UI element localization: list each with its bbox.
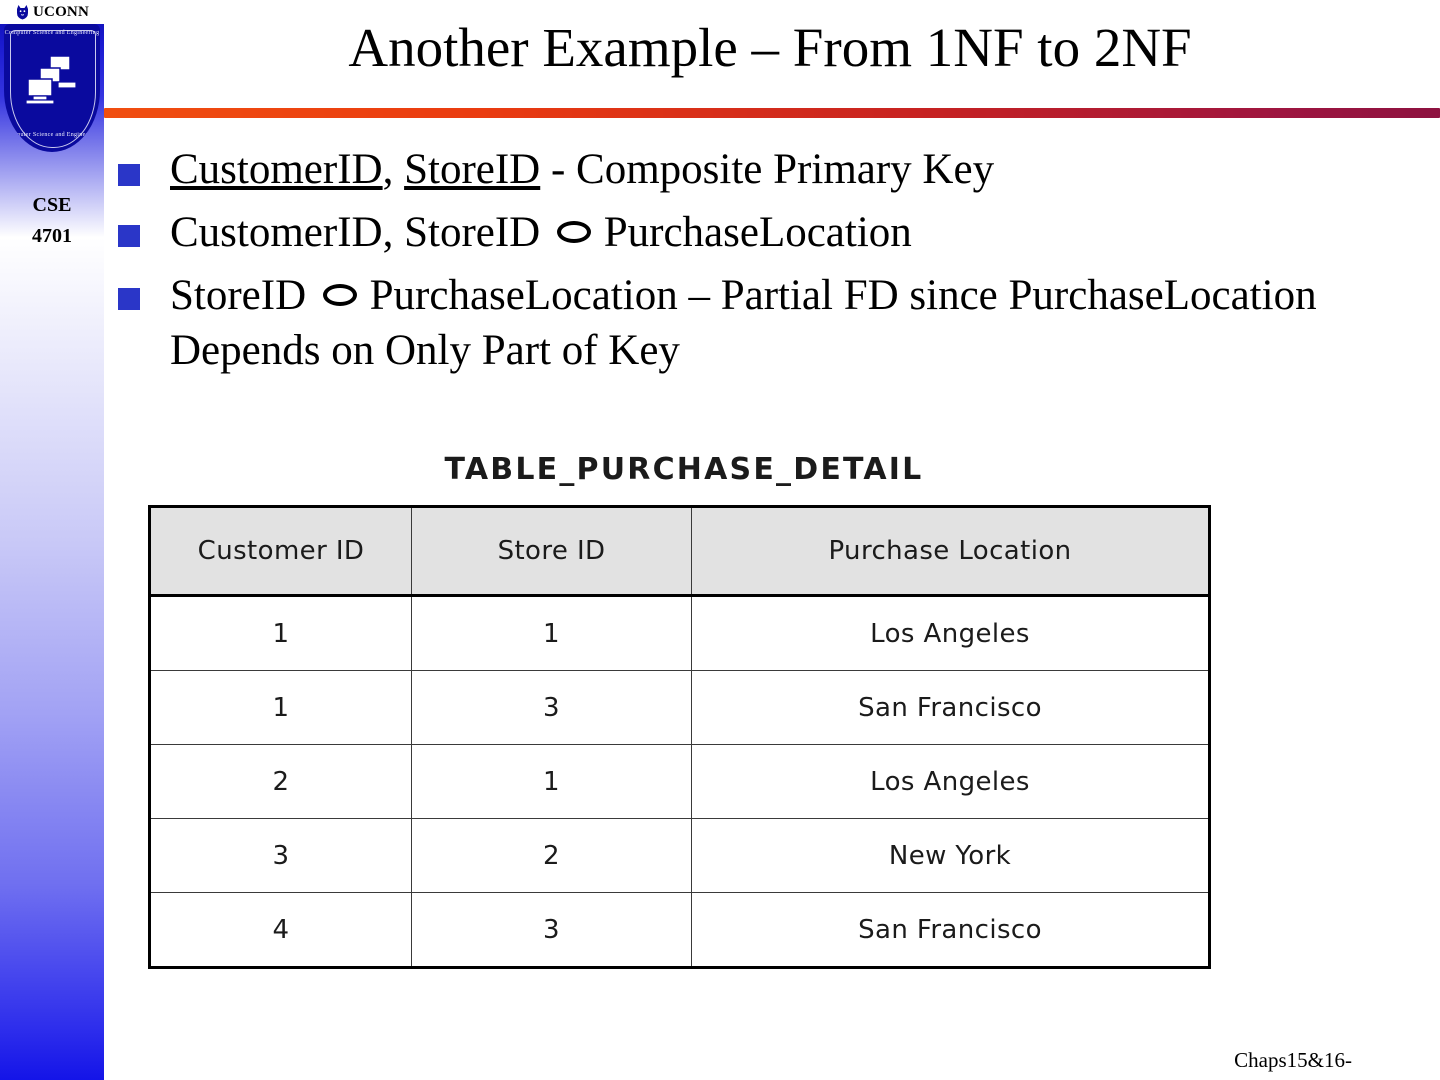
sidebar <box>0 0 104 1080</box>
cell-store-id: 1 <box>412 745 692 819</box>
cell-purchase-location: San Francisco <box>692 893 1210 968</box>
list-item <box>118 142 1418 197</box>
bullet-list <box>118 142 1418 384</box>
bullet-1-seg-3: - Composite Primary Key <box>540 146 995 193</box>
cell-store-id: 3 <box>412 893 692 968</box>
cell-customer-id: 3 <box>150 819 412 893</box>
cell-customer-id: 1 <box>150 596 412 671</box>
bullet-text <box>170 142 994 197</box>
title-divider <box>104 108 1440 118</box>
bullet-2-seg-2: PurchaseLocation <box>592 209 912 257</box>
cell-purchase-location: Los Angeles <box>692 596 1210 671</box>
cse-crest-logo <box>4 24 100 152</box>
list-item <box>118 203 1418 260</box>
bullet-3-seg-0: StoreID <box>170 272 317 320</box>
bullet-square-icon <box>118 225 140 247</box>
purchase-detail-table-figure <box>148 452 1212 969</box>
table-caption: TABLE_PURCHASE_DETAIL <box>444 452 924 487</box>
page-title: Another Example – From 1NF to 2NF <box>348 17 1192 78</box>
crest-shield-shape <box>4 24 100 152</box>
bullet-text <box>170 266 1418 378</box>
functional-dependency-arrow-icon <box>551 203 593 246</box>
uconn-branding-bar <box>0 0 104 24</box>
cell-purchase-location: San Francisco <box>692 671 1210 745</box>
table-row <box>150 745 1210 819</box>
slide-footer: Chaps15&16- <box>1234 1047 1352 1072</box>
table-row <box>150 596 1210 671</box>
uconn-wordmark: UCONN <box>33 3 89 20</box>
cell-customer-id: 4 <box>150 893 412 968</box>
cell-store-id: 3 <box>412 671 692 745</box>
cell-store-id: 1 <box>412 596 692 671</box>
table-row <box>150 893 1210 968</box>
course-code-line1: CSE <box>32 194 72 216</box>
column-header-customer-id: Customer ID <box>150 507 412 596</box>
course-code <box>0 190 104 252</box>
bullet-square-icon <box>118 288 140 310</box>
list-item <box>118 266 1418 378</box>
cell-purchase-location: New York <box>692 819 1210 893</box>
column-header-store-id: Store ID <box>412 507 692 596</box>
crest-top-text: Computer Science and Engineering <box>4 30 100 36</box>
bullet-2-seg-0: CustomerID, StoreID <box>170 209 551 257</box>
column-header-purchase-location: Purchase Location <box>692 507 1210 596</box>
purchase-detail-table <box>148 505 1211 969</box>
cell-customer-id: 2 <box>150 745 412 819</box>
husky-logo-icon <box>15 4 30 20</box>
functional-dependency-arrow-icon <box>317 266 359 309</box>
table-row <box>150 819 1210 893</box>
table-row <box>150 671 1210 745</box>
table-header-row <box>150 507 1210 596</box>
bullet-text <box>170 203 912 260</box>
cell-store-id: 2 <box>412 819 692 893</box>
cell-customer-id: 1 <box>150 671 412 745</box>
bullet-square-icon <box>118 164 140 186</box>
bullet-1-seg-0: CustomerID <box>170 146 383 193</box>
crest-bottom-text: Computer Science and Engineering <box>4 132 100 138</box>
course-code-line2: 4701 <box>32 225 72 247</box>
computer-icon <box>20 52 84 115</box>
cell-purchase-location: Los Angeles <box>692 745 1210 819</box>
bullet-1-seg-2: StoreID <box>404 146 541 193</box>
bullet-1-seg-1: , <box>382 146 405 193</box>
bullet-3-seg-2: PurchaseLocation – Partial FD since PurchaseLocation Depends on Only Part of Key <box>170 272 1317 375</box>
